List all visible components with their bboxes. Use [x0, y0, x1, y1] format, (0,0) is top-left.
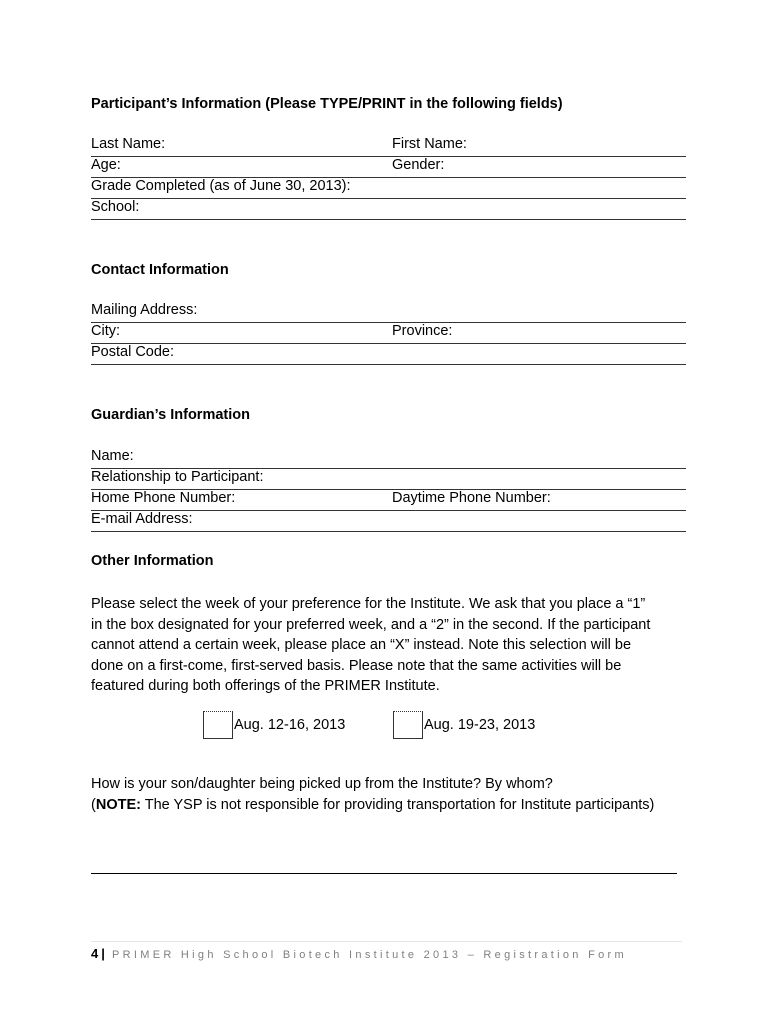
paragraph-line: done on a first-come, first-served basis. Please note that the same activities will be: [91, 657, 622, 674]
guardian-heading: Guardian’s Information: [91, 407, 250, 423]
last-name-label: Last Name:: [91, 136, 166, 152]
mailing-address-label: Mailing Address:: [91, 302, 198, 318]
other-heading: Other Information: [91, 553, 214, 569]
mailing-address-row: [91, 301, 686, 323]
last-first-name-row: [91, 135, 686, 157]
age-label: Age:: [91, 157, 121, 173]
daytime-phone-label: Daytime Phone Number:: [392, 490, 551, 506]
grade-row: [91, 177, 686, 199]
postal-code-label: Postal Code:: [91, 344, 175, 360]
relationship-label: Relationship to Participant:: [91, 469, 264, 485]
guardian-name-row: [91, 447, 686, 469]
paragraph-line: featured during both offerings of the PRIMER Institute.: [91, 678, 440, 694]
week1-checkbox[interactable]: [203, 711, 233, 739]
week-preference-paragraph: [91, 594, 691, 697]
week2-label: Aug. 19-23, 2013: [424, 717, 536, 733]
week2-checkbox[interactable]: [393, 711, 423, 739]
contact-heading: Contact Information: [91, 262, 229, 278]
email-row: [91, 510, 686, 532]
home-phone-label: Home Phone Number:: [91, 490, 236, 506]
pickup-question: How is your son/daughter being picked up from the Institute? By whom?: [91, 776, 553, 792]
first-name-label: First Name:: [392, 136, 467, 152]
footer-divider: [91, 941, 682, 942]
week1-label: Aug. 12-16, 2013: [234, 717, 346, 733]
pickup-answer-line[interactable]: [91, 873, 677, 874]
note-label: NOTE:: [95, 796, 141, 813]
pickup-section: [91, 774, 691, 815]
guardian-name-label: Name:: [91, 448, 134, 464]
school-label: School:: [91, 199, 140, 215]
age-gender-row: [91, 156, 686, 178]
footer-separator: |: [101, 946, 105, 961]
page-number: 4: [91, 946, 99, 961]
note-text: The YSP is not responsible for providing transportation for Institute participants): [140, 796, 655, 813]
footer-title: PRIMER High School Biotech Institute 2013 – Registration Form: [112, 949, 627, 961]
transport-note: (NOTE: The YSP is not responsible for providing transportation for Institute participants): [91, 796, 655, 813]
phone-row: [91, 489, 686, 511]
grade-label: Grade Completed (as of June 30, 2013):: [91, 178, 351, 194]
paragraph-line: in the box designated for your preferred week, and a “2” in the second. If the participant: [91, 616, 651, 633]
email-label: E-mail Address:: [91, 511, 193, 527]
gender-label: Gender:: [392, 157, 445, 173]
school-row: [91, 198, 686, 220]
participant-heading: Participant’s Information (Please TYPE/PRINT in the following fields): [91, 96, 563, 112]
page-footer: [91, 946, 627, 961]
province-label: Province:: [392, 323, 453, 339]
postal-code-row: [91, 343, 686, 365]
paragraph-line: Please select the week of your preference for the Institute. We ask that you place a “1”: [91, 596, 646, 612]
relationship-row: [91, 468, 686, 490]
city-province-row: [91, 322, 686, 344]
paragraph-line: cannot attend a certain week, please place an “X” instead. Note this selection will be: [91, 637, 632, 653]
city-label: City:: [91, 323, 120, 339]
